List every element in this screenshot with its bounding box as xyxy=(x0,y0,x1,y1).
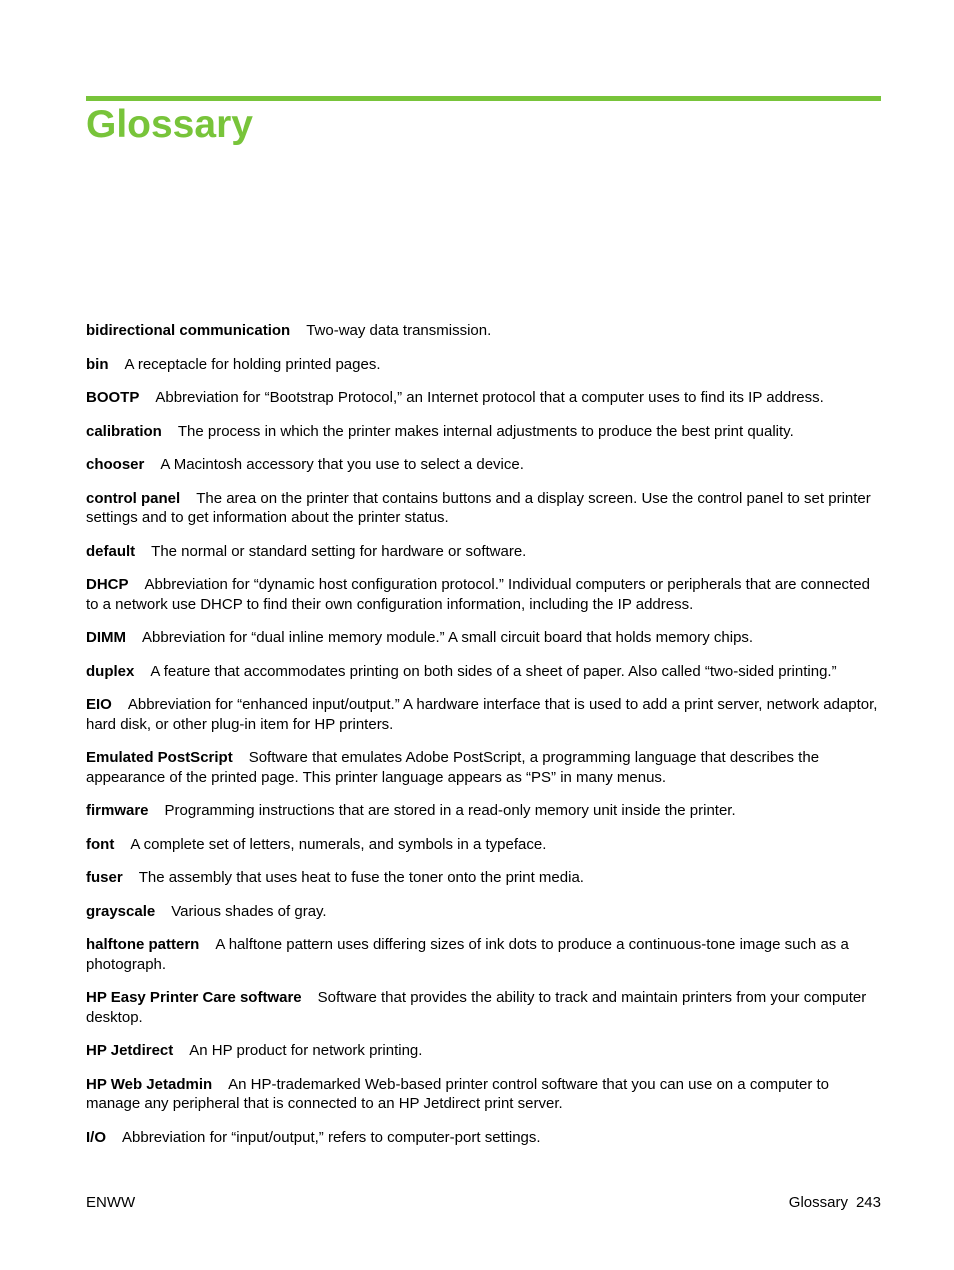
footer-page-info xyxy=(789,1193,881,1212)
glossary-entry xyxy=(86,695,886,734)
glossary-definition: Abbreviation for “dynamic host configuration protocol.” Individual computers or peripherals that are connected to a network use DHCP to find their own configuration information, including the IP address. xyxy=(86,576,870,613)
glossary-term: firmware xyxy=(86,802,149,819)
glossary-definition: A halftone pattern uses differing sizes of ink dots to produce a continuous-tone image such as a photograph. xyxy=(86,936,849,973)
glossary-definition: A receptacle for holding printed pages. xyxy=(124,355,381,373)
glossary-definition: Abbreviation for “dual inline memory module.” A small circuit board that holds memory chips. xyxy=(142,629,754,646)
glossary-entry xyxy=(86,748,886,787)
glossary-definition: Two-way data transmission. xyxy=(306,322,492,339)
glossary-term: halftone pattern xyxy=(86,936,200,953)
glossary-entry xyxy=(86,321,886,341)
glossary-term: Emulated PostScript xyxy=(86,749,233,766)
glossary-definition: An HP product for network printing. xyxy=(189,1042,423,1059)
glossary-list xyxy=(86,321,886,1161)
glossary-definition: Software that provides the ability to track and maintain printers from your computer desktop. xyxy=(86,989,867,1026)
footer-section-name: Glossary xyxy=(788,1194,848,1211)
glossary-term: DIMM xyxy=(86,629,126,646)
glossary-entry xyxy=(86,628,886,648)
glossary-term: font xyxy=(86,835,115,853)
glossary-term: duplex xyxy=(86,662,135,680)
glossary-entry xyxy=(86,662,886,682)
glossary-definition: A feature that accommodates printing on both sides of a sheet of paper. Also called “two-sided printing.” xyxy=(150,662,837,680)
glossary-entry xyxy=(86,988,886,1027)
glossary-term: I/O xyxy=(86,1128,107,1146)
glossary-definition: A complete set of letters, numerals, and symbols in a typeface. xyxy=(130,835,547,853)
glossary-term: default xyxy=(86,542,136,560)
glossary-entry xyxy=(86,868,886,888)
glossary-term: chooser xyxy=(86,456,145,473)
glossary-term: control panel xyxy=(86,489,181,507)
glossary-definition: Software that emulates Adobe PostScript, a programming language that describes the appearance of the printed page. This printer language appears as “PS” in many menus. xyxy=(86,749,820,786)
glossary-entry xyxy=(86,902,886,922)
glossary-term: bin xyxy=(86,355,109,373)
footer-page-number: 243 xyxy=(855,1194,881,1211)
glossary-term: grayscale xyxy=(86,902,156,920)
glossary-definition: The process in which the printer makes internal adjustments to produce the best print quality. xyxy=(177,422,794,440)
glossary-term: BOOTP xyxy=(86,389,140,406)
glossary-entry xyxy=(86,542,886,562)
glossary-entry xyxy=(86,1075,886,1114)
glossary-definition: The assembly that uses heat to fuse the toner onto the print media. xyxy=(138,869,584,886)
page-title: Glossary xyxy=(86,103,253,146)
glossary-term: EIO xyxy=(86,696,112,713)
glossary-definition: The area on the printer that contains buttons and a display screen. Use the control panel to set printer settings and to get information about the printer status. xyxy=(86,489,871,526)
glossary-term: calibration xyxy=(86,422,162,440)
glossary-definition: The normal or standard setting for hardware or software. xyxy=(151,542,527,560)
glossary-definition: Abbreviation for “input/output,” refers to computer-port settings. xyxy=(122,1128,541,1146)
glossary-entry xyxy=(86,422,886,442)
glossary-entry xyxy=(86,801,886,821)
glossary-entry xyxy=(86,935,886,974)
glossary-term: fuser xyxy=(86,869,123,886)
glossary-entry xyxy=(86,455,886,475)
glossary-entry xyxy=(86,388,886,408)
glossary-term: HP Jetdirect xyxy=(86,1042,174,1059)
footer-edition-code: ENWW xyxy=(86,1194,136,1211)
glossary-definition: Abbreviation for “Bootstrap Protocol,” an Internet protocol that a computer uses to find its IP address. xyxy=(155,389,824,406)
glossary-definition: Abbreviation for “enhanced input/output.” A hardware interface that is used to add a print server, network adaptor, hard disk, or other plug-in item for HP printers. xyxy=(86,696,878,733)
glossary-term: bidirectional communication xyxy=(86,322,291,339)
glossary-definition: Programming instructions that are stored in a read-only memory unit inside the printer. xyxy=(164,802,736,819)
glossary-definition: An HP-trademarked Web-based printer control software that you can use on a computer to manage any peripheral that is connected to an HP Jetdirect print server. xyxy=(86,1075,830,1112)
glossary-entry xyxy=(86,489,886,528)
glossary-definition: Various shades of gray. xyxy=(171,902,327,920)
glossary-term: HP Web Jetadmin xyxy=(86,1075,213,1093)
glossary-definition: A Macintosh accessory that you use to select a device. xyxy=(160,456,524,473)
glossary-entry xyxy=(86,575,886,614)
glossary-entry xyxy=(86,1128,886,1148)
glossary-entry xyxy=(86,1041,886,1061)
glossary-term: HP Easy Printer Care software xyxy=(86,989,302,1006)
glossary-entry xyxy=(86,835,886,855)
glossary-term: DHCP xyxy=(86,576,129,593)
glossary-entry xyxy=(86,355,886,375)
